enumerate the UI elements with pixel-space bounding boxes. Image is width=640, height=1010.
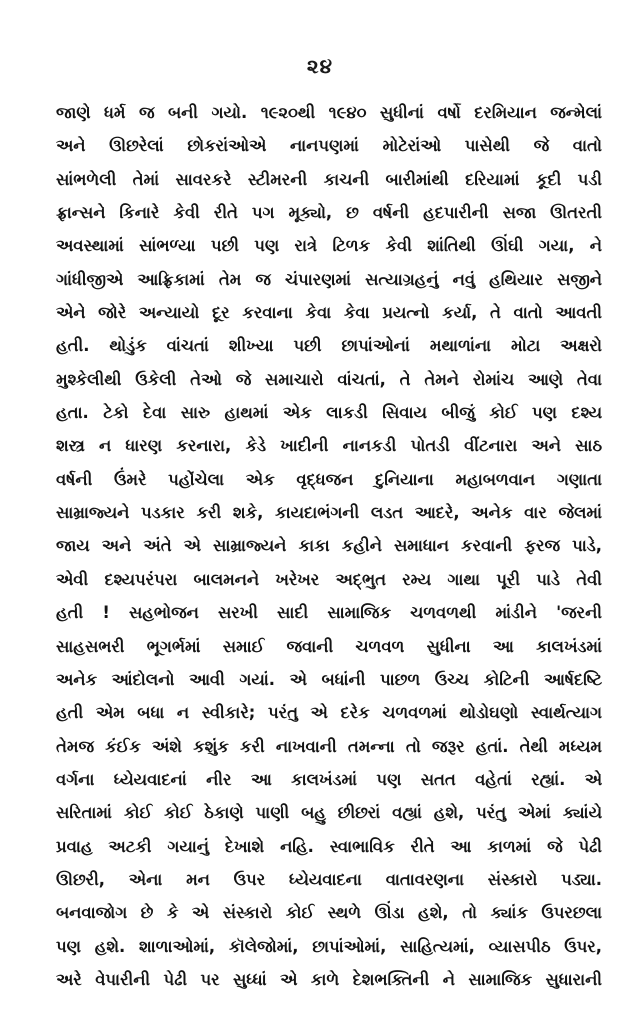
text-line: સરિતામાં કોઈ કોઈ ઠેકાણે પાણી બહુ છીછરાં વહ્યાં હશે, પરંતુ એમાં ક્યાંયે xyxy=(56,803,602,823)
text-line: અરે વેપારીની પેઢી પર સુધ્ધાં એ કાળે દેશભક્તિની ને સામાજિક સુધારાની xyxy=(56,969,602,989)
text-line: હતા. ટેકો દેવા સારુ હાથમાં એક લાકડી સિવાય બીજું કોઈ પણ દશ્ય xyxy=(56,403,602,423)
text-line: વર્ગના ધ્યેયવાદનાં નીર આ કાલખંડમાં પણ સતત વહેતાં રહ્યાં. એ xyxy=(56,769,602,789)
text-line: શસ્ત્ર ન ધારણ કરનારા, કેડે ખાદીની નાનકડી પોતડી વીંટનારા અને સાઠ xyxy=(56,436,602,456)
text-line: સાંભળેલી તેમાં સાવરકરે સ્ટીમરની કાચની બારીમાંથી દરિયામાં કૂદી પડી xyxy=(56,169,602,189)
text-line: પણ હશે. શાળાઓમાં, કૉલેજોમાં, છાપાંઓમાં, સાહિત્યમાં, વ્યાસપીઠ ઉપર, xyxy=(56,936,602,956)
text-line: જાણે ધર્મ જ બની ગયો. ૧૯૨૦થી ૧૯૪૦ સુધીનાં વર્ષો દરમિયાન જન્મેલાં xyxy=(56,103,602,122)
text-line: એવી દશ્યપરંપરા બાલમનને ખરેખર અદ્ભુત રમ્ય ગાથા પૂરી પાડે તેવી xyxy=(56,569,602,589)
text-line: ફ્રાન્સને કિનારે કેવી રીતે પગ મૂક્યો, છ વર્ષની હદપારીની સજા ઊતરતી xyxy=(56,203,602,223)
text-line: મુશ્કેલીથી ઉકેલી તેઓ જે સમાચારો વાંચતાં, તે તેમને રોમાંચ આણે તેવા xyxy=(56,369,602,389)
text-line: એને જોરે અન્યાયો દૂર કરવાના કેવા કેવા પ્રયત્નો કર્યા, તે વાતો આવતી xyxy=(56,303,602,323)
text-line: તેમજ કંઈક અંશે કશુંક કરી નાખવાની તમન્ના તો જરૂર હતાં. તેથી મધ્યમ xyxy=(56,736,602,756)
text-line: હતી એમ બધા ન સ્વીકારે; પરંતુ એ દરેક ચળવળમાં થોડોઘણો સ્વાર્થત્યાગ xyxy=(56,703,602,723)
text-line: વર્ષની ઉંમરે પહોંચેલા એક વૃદ્ધજન દુનિયાના મહાબળવાન ગણાતા xyxy=(56,469,602,489)
body-text xyxy=(56,96,602,996)
text-line: અનેક આંદોલનો આવી ગયાં. એ બધાંની પાછળ ઉચ્ચ કોટિની આર્ષદષ્ટિ xyxy=(56,669,602,689)
text-line: સામ્રાજ્યને પડકાર કરી શકે, કાયદાભંગની લડત આદરે, અનેક વાર જેલમાં xyxy=(56,503,602,523)
page-number: ૨૪ xyxy=(306,54,334,78)
text-line: હતી. થોડુંક વાંચતાં શીખ્યા પછી છાપાંઓનાં મથાળાંના મોટા અક્ષરો xyxy=(56,336,602,356)
text-line: પ્રવાહ અટકી ગયાનું દેખાશે નહિ. સ્વાભાવિક રીતે આ કાળમાં જે પેઢી xyxy=(56,836,602,856)
text-line: અને ઊછરેલાં છોકરાંઓએ નાનપણમાં મોટેરાંઓ પાસેથી જે વાતો xyxy=(56,136,602,156)
text-line: ઊછરી, એના મન ઉપર ધ્યેયવાદના વાતાવરણના સંસ્કારો પડ્યા. xyxy=(56,869,602,889)
text-line: ગાંધીજીએ આફ્રિકામાં તેમ જ ચંપારણમાં સત્યાગ્રહનું નવું હથિયાર સજીને xyxy=(56,269,602,289)
text-line: બનવાજોગ છે કે એ સંસ્કારો કોઈ સ્થળે ઊંડા હશે, તો ક્યાંક ઉપરછલા xyxy=(56,903,602,923)
text-line: જાય અને અંતે એ સામ્રાજ્યને કાકા કહીને સમાધાન કરવાની ફરજ પાડે, xyxy=(56,536,602,556)
text-line: સાહસભરી ભૂગર્ભમાં સમાઈ જવાની ચળવળ સુધીના આ કાલખંડમાં xyxy=(56,636,602,656)
text-line: હતી ! સહભોજન સરખી સાદી સામાજિક ચળવળથી માંડીને 'જરની xyxy=(56,603,602,623)
text-line: અવસ્થામાં સાંભળ્યા પછી પણ રાત્રે ટિળક કેવી શાંતિથી ઊંઘી ગયા, ને xyxy=(56,236,602,256)
